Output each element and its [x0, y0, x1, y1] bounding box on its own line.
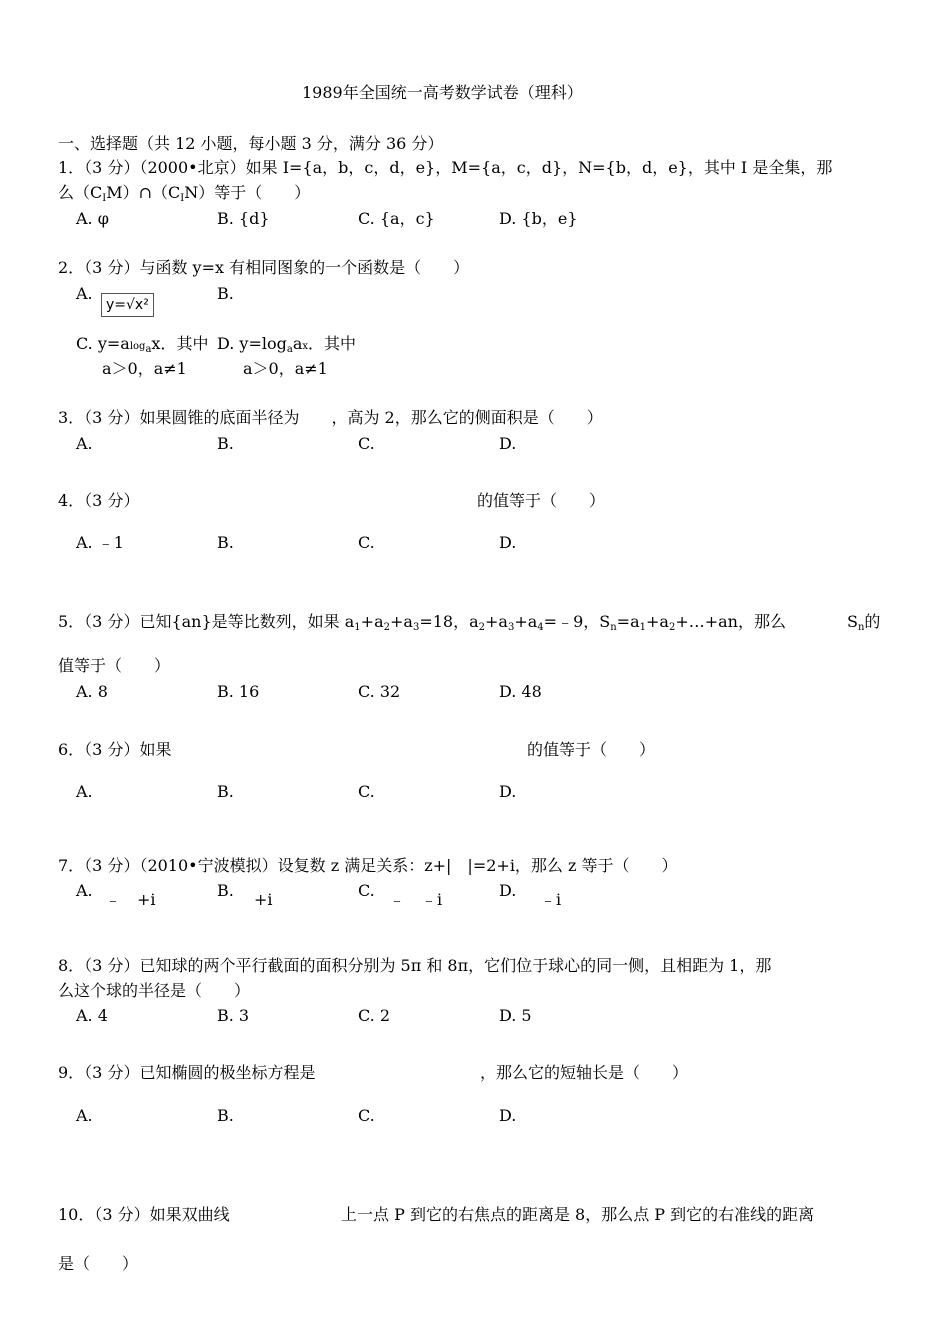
question-2-stem: 2．（3 分）与函数 y=x 有相同图象的一个函数是（ ）: [58, 258, 470, 277]
option-c: C. y=alog$_a$x．其中: [76, 334, 209, 355]
option-a: A.: [76, 284, 93, 303]
option-d: D. 5: [499, 1006, 532, 1025]
option-b: B. {d}: [217, 209, 270, 228]
question-6-label: 6．（3 分）如果: [58, 740, 172, 759]
question-3-stem: 3．（3 分）如果圆锥的底面半径为 ，高为 2，那么它的侧面积是（ ）: [58, 408, 603, 427]
question-10-line2: 是（ ）: [58, 1254, 139, 1273]
option-d-condition: a＞0，a≠1: [243, 359, 328, 378]
formula-sqrt-x-squared: y=√x²: [101, 293, 154, 317]
question-1-line2: 么$(C_IM)\cap(C_IN)$等于（ ）: [58, 183, 311, 204]
option-c: C. 2: [358, 1006, 391, 1025]
question-9-tail: ，那么它的短轴长是（ ）: [480, 1063, 689, 1082]
option-a-value: ﹣ +i: [105, 890, 156, 909]
option-a: A. φ: [76, 209, 109, 228]
question-8-line1: 8．（3 分）已知球的两个平行截面的面积分别为 5π 和 8π，它们位于球心的同一侧，且相距为 1，那: [58, 956, 772, 975]
question-10-label: 10．（3 分）如果双曲线: [58, 1205, 230, 1224]
question-4-tail: 的值等于（ ）: [477, 491, 606, 510]
option-d: D.: [499, 881, 517, 900]
question-9-label: 9．（3 分）已知椭圆的极坐标方程是: [58, 1063, 316, 1082]
option-d: D. {b，e}: [499, 209, 578, 228]
option-a: A. ﹣1: [76, 533, 124, 552]
option-c: C.: [358, 782, 375, 801]
question-5-line2: 值等于（ ）: [58, 656, 171, 675]
option-a: A.: [76, 434, 93, 453]
option-c-value: ﹣ ﹣i: [389, 890, 443, 909]
question-8-line2: 么这个球的半径是（ ）: [58, 981, 251, 1000]
option-b: B. 3: [217, 1006, 250, 1025]
option-b: B.: [217, 1106, 234, 1125]
option-c-condition: a＞0，a≠1: [102, 359, 187, 378]
option-c: C.: [358, 533, 375, 552]
option-b: B.: [217, 782, 234, 801]
option-c: C. 32: [358, 682, 401, 701]
option-d: D. $y=\log_aax$．其中: [217, 334, 357, 355]
option-d-value: ﹣i: [540, 890, 562, 909]
option-b: B.: [217, 434, 234, 453]
option-a: A.: [76, 1106, 93, 1125]
option-a: A.: [76, 881, 93, 900]
option-a: A. 8: [76, 682, 108, 701]
section-heading: 一、选择题（共 12 小题，每小题 3 分，满分 36 分）: [58, 134, 444, 153]
option-d: D.: [499, 1106, 517, 1125]
option-a: A. 4: [76, 1006, 108, 1025]
question-5-sn-tail: $S_n$的: [847, 612, 881, 633]
question-7-stem: 7．（3 分）（2010•宁波模拟）设复数 z 满足关系：z+| |=2+i，那么 z 等于（ ）: [58, 856, 678, 875]
option-b-value: +i: [254, 890, 273, 909]
question-5-line1: 5．（3 分）已知{an}是等比数列，如果 $a_1+a_2+a_3=18$，$a_2+a_3+a_4=﹣9$，$S_n=a_1+a_2+\dots+an$，那么: [58, 612, 786, 633]
question-6-tail: 的值等于（ ）: [527, 740, 656, 759]
option-d: D. 48: [499, 682, 542, 701]
question-10-tail: 上一点 P 到它的右焦点的距离是 8，那么点 P 到它的右准线的距离: [341, 1205, 815, 1224]
option-c: C.: [358, 1106, 375, 1125]
option-c: C.: [358, 881, 375, 900]
question-4-label: 4．（3 分）: [58, 491, 140, 510]
option-d: D.: [499, 434, 517, 453]
option-b: B.: [217, 533, 234, 552]
option-b: B.: [217, 881, 234, 900]
page-title: 1989年全国统一高考数学试卷（理科）: [302, 83, 583, 102]
option-d: D.: [499, 782, 517, 801]
option-b: B.: [217, 284, 234, 303]
option-c: C. {a，c}: [358, 209, 435, 228]
option-c: C.: [358, 434, 375, 453]
option-a: A.: [76, 782, 93, 801]
option-d: D.: [499, 533, 517, 552]
question-1-line1: 1．（3 分）（2000•北京）如果 I={a，b，c，d，e}，M={a，c，d}，N={b，d，e}，其中 I 是全集，那: [58, 158, 833, 177]
option-b: B. 16: [217, 682, 260, 701]
